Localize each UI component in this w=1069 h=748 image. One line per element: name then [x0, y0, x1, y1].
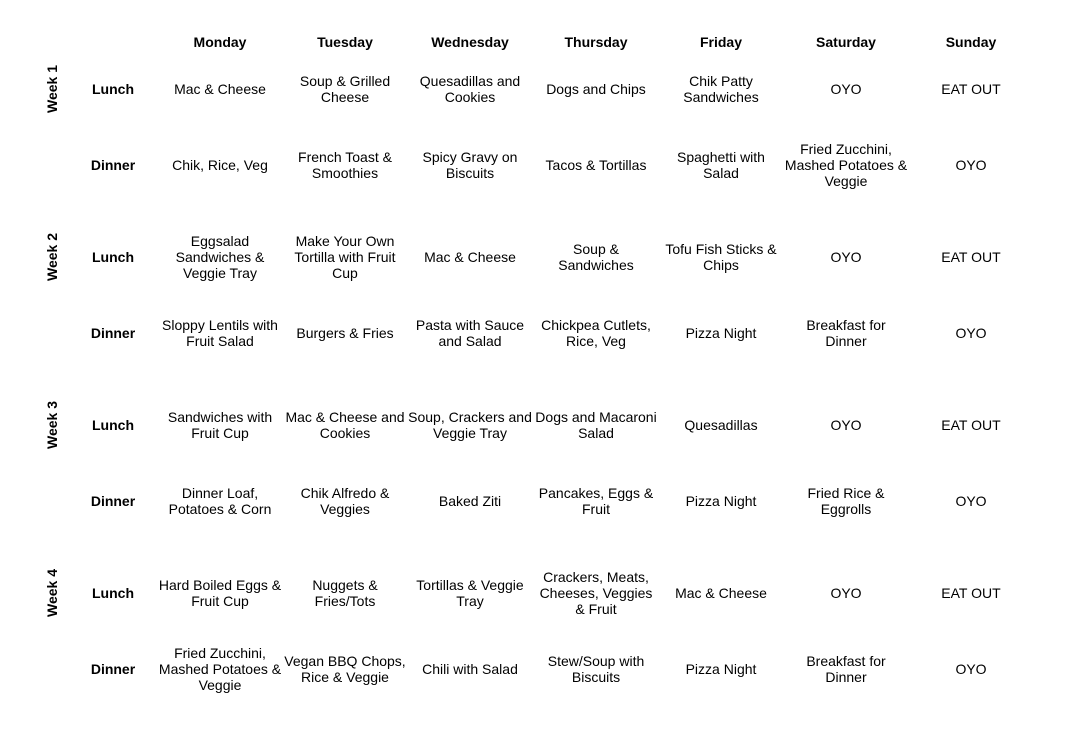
meal-cell: Pizza Night	[685, 493, 757, 509]
meal-cell: Breakfast for Dinner	[806, 317, 886, 349]
meal-cell: Quesadillas and Cookies	[419, 73, 521, 105]
meal-cell: OYO	[830, 417, 862, 433]
meal-cell: OYO	[955, 661, 987, 677]
meal-cell: Spicy Gravy on Biscuits	[422, 149, 518, 181]
meal-cell: Vegan BBQ Chops, Rice & Veggie	[284, 653, 406, 685]
meal-cell: Make Your Own Tortilla with Fruit Cup	[294, 233, 396, 281]
meal-cell: Spaghetti with Salad	[677, 149, 765, 181]
meal-cell: Pancakes, Eggs & Fruit	[538, 485, 654, 517]
meal-cell: Mac & Cheese	[675, 585, 767, 601]
meal-cell: Sloppy Lentils with Fruit Salad	[162, 317, 278, 349]
meal-cell: Hard Boiled Eggs & Fruit Cup	[158, 577, 282, 609]
meal-cell: Baked Ziti	[438, 493, 502, 509]
day-header-friday: Friday	[699, 34, 742, 50]
week-label-text: Week 1	[44, 65, 60, 113]
meal-cell: Pizza Night	[685, 661, 757, 677]
meal-cell: EAT OUT	[941, 249, 1001, 265]
day-header-saturday: Saturday	[816, 34, 876, 50]
day-header-monday: Monday	[193, 34, 247, 50]
meal-cell: Fried Rice & Eggrolls	[807, 485, 885, 517]
meal-label-dinner: Dinner	[90, 661, 136, 677]
meal-cell: OYO	[955, 157, 987, 173]
meal-cell: OYO	[955, 493, 987, 509]
meal-cell: Tortillas & Veggie Tray	[416, 577, 524, 609]
meal-cell: Dinner Loaf, Potatoes & Corn	[168, 485, 272, 517]
meal-cell: EAT OUT	[941, 417, 1001, 433]
meal-cell: Mac & Cheese	[174, 81, 266, 97]
meal-cell: Quesadillas	[684, 417, 758, 433]
meal-cell: Nuggets & Fries/Tots	[312, 577, 378, 609]
meal-cell: Tacos & Tortillas	[545, 157, 647, 173]
meal-cell: OYO	[830, 249, 862, 265]
meal-cell: Pasta with Sauce and Salad	[415, 317, 525, 349]
meal-cell: Fried Zucchini, Mashed Potatoes & Veggie	[158, 645, 282, 693]
day-header-tuesday: Tuesday	[317, 34, 373, 50]
meal-cell: Eggsalad Sandwiches & Veggie Tray	[175, 233, 265, 281]
day-header-thursday: Thursday	[564, 34, 628, 50]
meal-label-lunch: Lunch	[92, 249, 134, 265]
meal-cell: Dogs and Chips	[546, 81, 646, 97]
meal-cell: Tofu Fish Sticks & Chips	[665, 241, 777, 273]
meal-cell: French Toast & Smoothies	[298, 149, 392, 181]
meal-cell: Soup, Crackers and Veggie Tray	[408, 409, 532, 441]
meal-label-lunch: Lunch	[92, 585, 134, 601]
meal-cell: Chik Alfredo & Veggies	[300, 485, 390, 517]
meal-cell: OYO	[955, 325, 987, 341]
meal-label-dinner: Dinner	[90, 157, 136, 173]
meal-cell: EAT OUT	[941, 585, 1001, 601]
meal-cell: Dogs and Macaroni Salad	[535, 409, 657, 441]
meal-cell: Chili with Salad	[422, 661, 518, 677]
meal-cell: Stew/Soup with Biscuits	[547, 653, 645, 685]
meal-cell: EAT OUT	[941, 81, 1001, 97]
meal-cell: Crackers, Meats, Cheeses, Veggies & Fruit	[539, 569, 653, 617]
meal-cell: Soup & Grilled Cheese	[299, 73, 391, 105]
meal-label-dinner: Dinner	[90, 325, 136, 341]
meal-label-dinner: Dinner	[90, 493, 136, 509]
meal-cell: Soup & Sandwiches	[558, 241, 634, 273]
meal-cell: Sandwiches with Fruit Cup	[167, 409, 273, 441]
day-header-wednesday: Wednesday	[431, 34, 509, 50]
meal-cell: Burgers & Fries	[296, 325, 394, 341]
meal-label-lunch: Lunch	[92, 81, 134, 97]
week-label-text: Week 2	[44, 233, 60, 281]
day-header-sunday: Sunday	[945, 34, 997, 50]
week-label-text: Week 4	[44, 569, 60, 617]
week-label-text: Week 3	[44, 401, 60, 449]
meal-cell: Mac & Cheese and Cookies	[285, 409, 405, 441]
meal-cell: Pizza Night	[685, 325, 757, 341]
meal-cell: Chik, Rice, Veg	[172, 157, 268, 173]
meal-cell: Mac & Cheese	[424, 249, 516, 265]
meal-cell: Fried Zucchini, Mashed Potatoes & Veggie	[784, 141, 908, 189]
meal-cell: Chik Patty Sandwiches	[683, 73, 759, 105]
meal-cell: Breakfast for Dinner	[806, 653, 886, 685]
meal-cell: OYO	[830, 585, 862, 601]
meal-label-lunch: Lunch	[92, 417, 134, 433]
meal-cell: OYO	[830, 81, 862, 97]
meal-cell: Chickpea Cutlets, Rice, Veg	[541, 317, 651, 349]
